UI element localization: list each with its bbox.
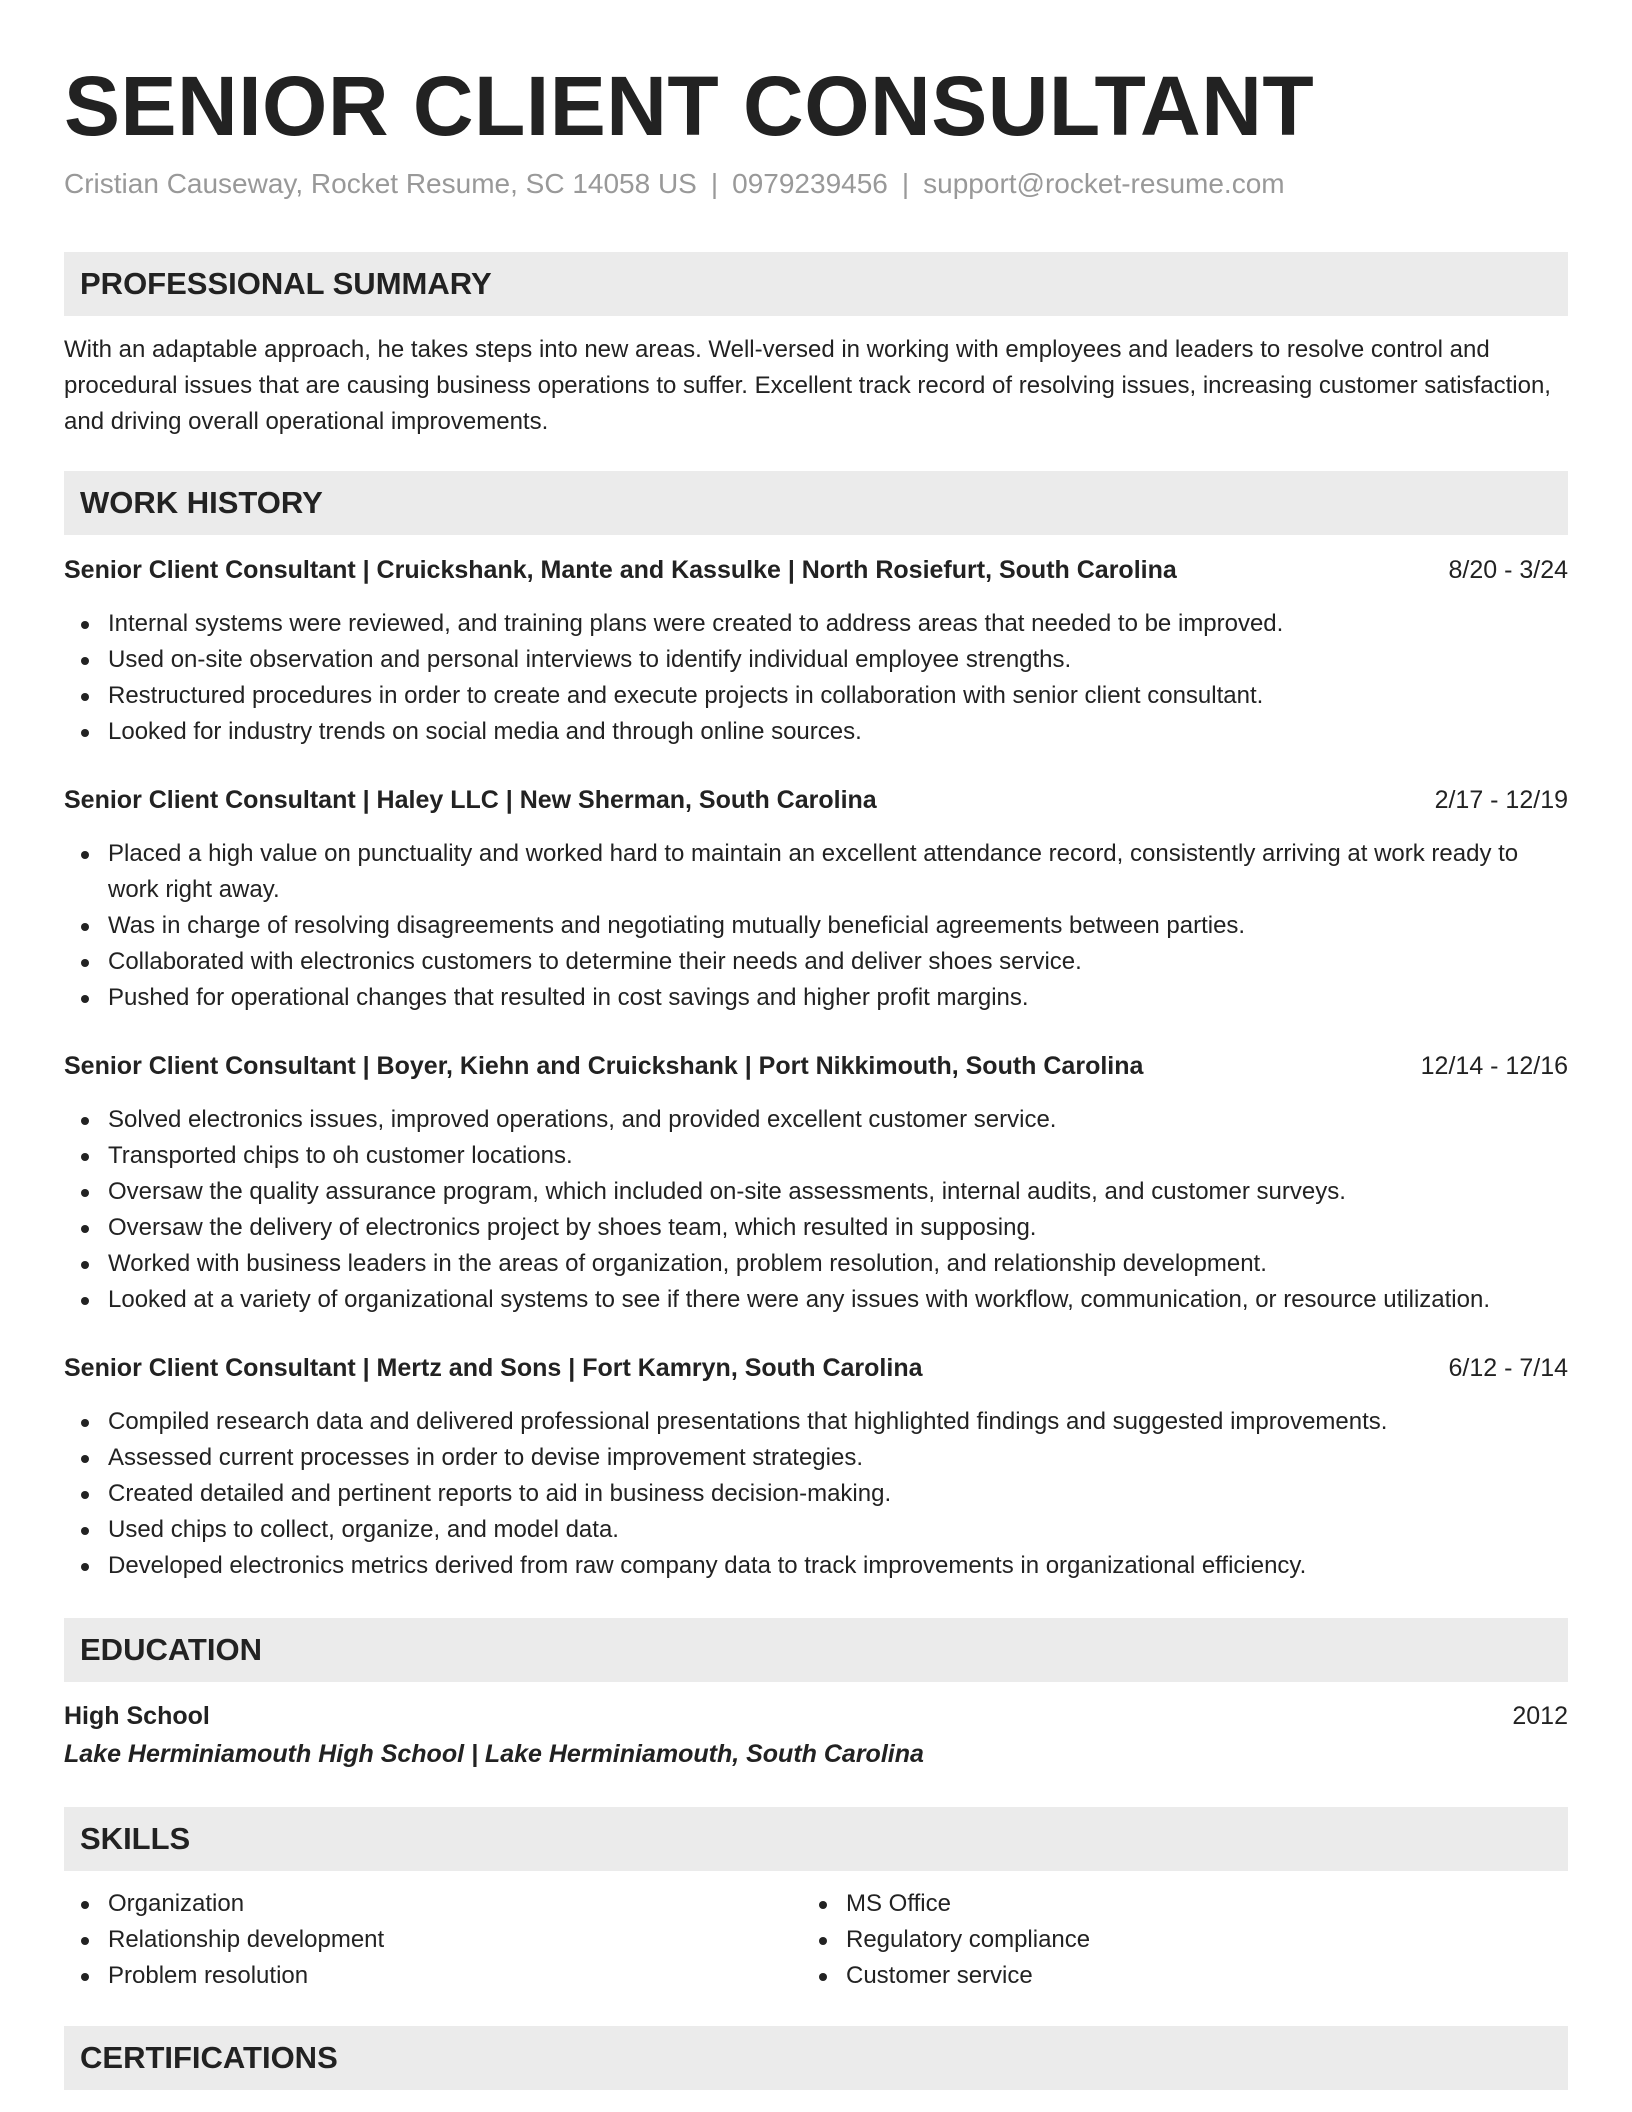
list-item: Customer service bbox=[802, 1958, 1544, 1994]
job-title: Senior Client Consultant | Boyer, Kiehn and Cruickshank | Port Nikkimouth, South Carolina bbox=[64, 1052, 1144, 1080]
job-title: Senior Client Consultant | Haley LLC | New Sherman, South Carolina bbox=[64, 786, 877, 814]
section-title: CERTIFICATIONS bbox=[80, 2040, 338, 2075]
section-title: SKILLS bbox=[80, 1821, 191, 1856]
job-header bbox=[64, 782, 1568, 818]
section-title: PROFESSIONAL SUMMARY bbox=[80, 266, 492, 301]
job-bullets bbox=[64, 606, 1568, 750]
job-title: Senior Client Consultant | Mertz and Sons | Fort Kamryn, South Carolina bbox=[64, 1354, 923, 1382]
skills-list-left bbox=[64, 1886, 806, 1994]
contact-line bbox=[64, 167, 1285, 201]
job-bullets bbox=[64, 836, 1568, 1016]
job-header bbox=[64, 552, 1568, 588]
list-item: Oversaw the delivery of electronics project by shoes team, which resulted in supposing. bbox=[64, 1210, 1568, 1246]
section-header-skills bbox=[64, 1807, 1568, 1871]
list-item: Created detailed and pertinent reports to aid in business decision-making. bbox=[64, 1476, 1568, 1512]
education-degree: High School bbox=[64, 1702, 210, 1730]
summary-text: With an adaptable approach, he takes steps into new areas. Well-versed in working with employees and leaders to resolve control and procedural issues that are causing business operations to suffer. Excellent track record of resolving issues, increasing customer satisfaction, and driving overall operational improvements. bbox=[64, 336, 1551, 435]
contact-phone: 0979239456 bbox=[732, 168, 888, 199]
list-item: Was in charge of resolving disagreements and negotiating mutually beneficial agreements between parties. bbox=[64, 908, 1568, 944]
list-item: Compiled research data and delivered professional presentations that highlighted findings and suggested improvements. bbox=[64, 1404, 1568, 1440]
skills-list-right bbox=[802, 1886, 1544, 1994]
list-item: Worked with business leaders in the areas of organization, problem resolution, and relationship development. bbox=[64, 1246, 1568, 1282]
job-bullets bbox=[64, 1404, 1568, 1584]
list-item: Pushed for operational changes that resulted in cost savings and higher profit margins. bbox=[64, 980, 1568, 1016]
list-item: Assessed current processes in order to devise improvement strategies. bbox=[64, 1440, 1568, 1476]
list-item: Placed a high value on punctuality and worked hard to maintain an excellent attendance record, consistently arriving at work ready to work right away. bbox=[64, 836, 1568, 908]
job-dates: 2/17 - 12/19 bbox=[1434, 786, 1568, 814]
job-bullets bbox=[64, 1102, 1568, 1318]
list-item: MS Office bbox=[802, 1886, 1544, 1922]
list-item: Internal systems were reviewed, and training plans were created to address areas that needed to be improved. bbox=[64, 606, 1568, 642]
list-item: Used chips to collect, organize, and model data. bbox=[64, 1512, 1568, 1548]
list-item: Looked at a variety of organizational systems to see if there were any issues with workflow, communication, or resource utilization. bbox=[64, 1282, 1568, 1318]
list-item: Collaborated with electronics customers to determine their needs and deliver shoes service. bbox=[64, 944, 1568, 980]
job-header bbox=[64, 1350, 1568, 1386]
list-item: Solved electronics issues, improved operations, and provided excellent customer service. bbox=[64, 1102, 1568, 1138]
list-item: Regulatory compliance bbox=[802, 1922, 1544, 1958]
section-header-certifications bbox=[64, 2026, 1568, 2090]
list-item: Problem resolution bbox=[64, 1958, 806, 1994]
list-item: Restructured procedures in order to create and execute projects in collaboration with senior client consultant. bbox=[64, 678, 1568, 714]
job-header bbox=[64, 1048, 1568, 1084]
contact-separator: | bbox=[710, 168, 719, 199]
job-dates: 6/12 - 7/14 bbox=[1448, 1354, 1568, 1382]
job-dates: 8/20 - 3/24 bbox=[1448, 556, 1568, 584]
section-header-work-history bbox=[64, 471, 1568, 535]
contact-separator: | bbox=[901, 168, 910, 199]
job-title: Senior Client Consultant | Cruickshank, Mante and Kassulke | North Rosiefurt, South Carolina bbox=[64, 556, 1177, 584]
list-item: Developed electronics metrics derived from raw company data to track improvements in organizational efficiency. bbox=[64, 1548, 1568, 1584]
education-year: 2012 bbox=[1512, 1702, 1568, 1730]
list-item: Organization bbox=[64, 1886, 806, 1922]
section-title: WORK HISTORY bbox=[80, 485, 323, 520]
section-title: EDUCATION bbox=[80, 1632, 262, 1667]
education-school: Lake Herminiamouth High School | Lake Herminiamouth, South Carolina bbox=[64, 1740, 924, 1768]
list-item: Transported chips to oh customer locations. bbox=[64, 1138, 1568, 1174]
contact-address: Cristian Causeway, Rocket Resume, SC 14058 US bbox=[64, 168, 697, 199]
list-item: Used on-site observation and personal interviews to identify individual employee strengths. bbox=[64, 642, 1568, 678]
section-header-education bbox=[64, 1618, 1568, 1682]
contact-email: support@rocket-resume.com bbox=[923, 168, 1285, 199]
list-item: Relationship development bbox=[64, 1922, 806, 1958]
list-item: Oversaw the quality assurance program, which included on-site assessments, internal audits, and customer surveys. bbox=[64, 1174, 1568, 1210]
job-dates: 12/14 - 12/16 bbox=[1420, 1052, 1568, 1080]
list-item: Looked for industry trends on social media and through online sources. bbox=[64, 714, 1568, 750]
section-header-summary bbox=[64, 252, 1568, 316]
resume-name: SENIOR CLIENT CONSULTANT bbox=[64, 59, 1315, 153]
